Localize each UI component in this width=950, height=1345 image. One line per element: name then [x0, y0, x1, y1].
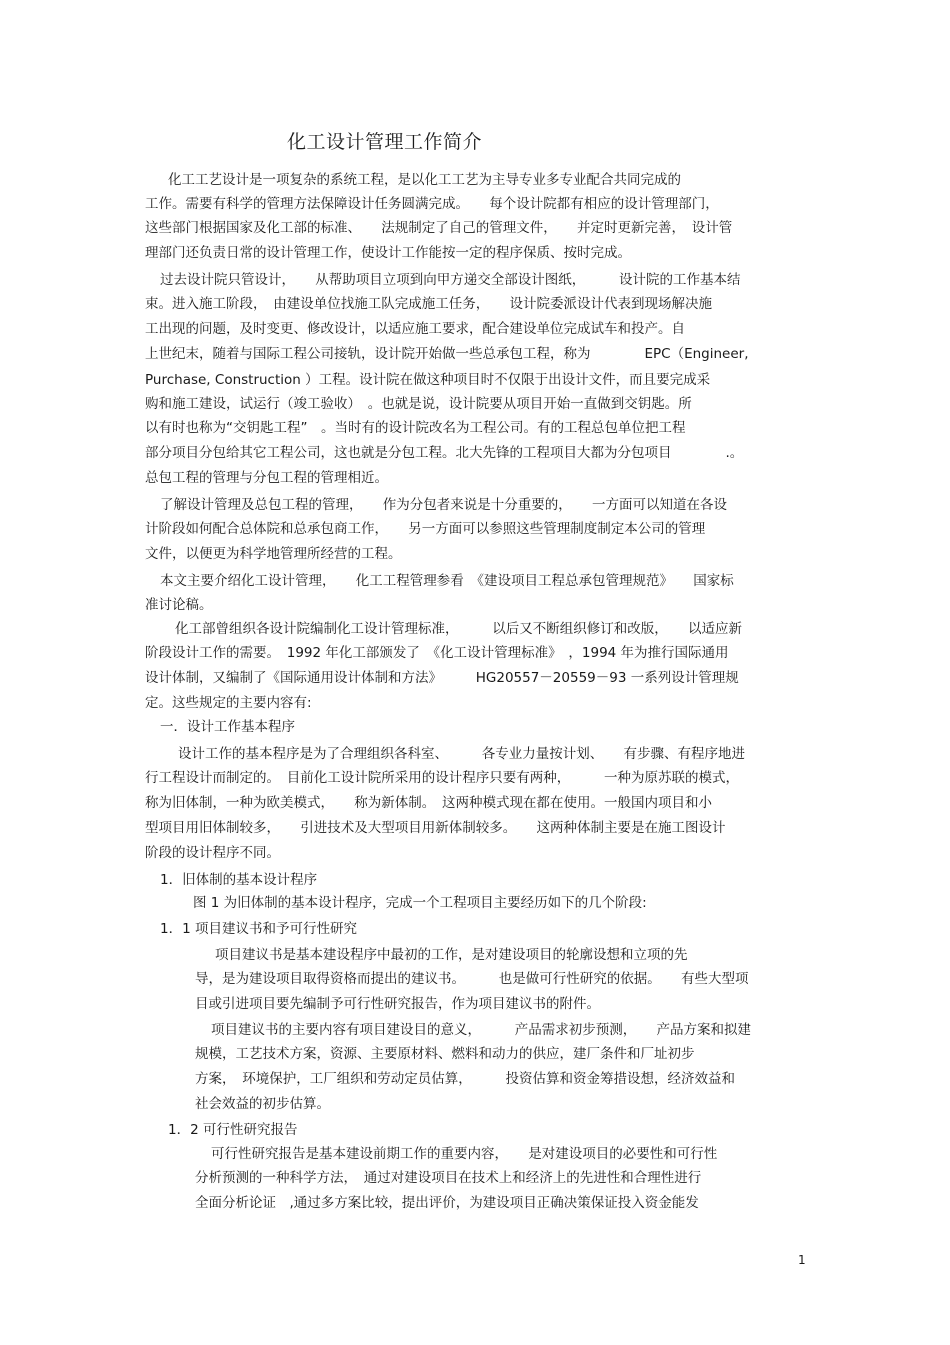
text-line: 方案， 环境保护，工厂组织和劳动定员估算， 投资估算和资金筹措设想，经济效益和	[195, 1071, 735, 1087]
text-line: 设计工作的基本程序是为了合理组织各科室、 各专业力量按计划、 有步骤、有程序地进	[178, 746, 745, 762]
page-number: 1	[798, 1253, 806, 1267]
text-line: 工作。需要有科学的管理方法保障设计任务圆满完成。 每个设计院都有相应的设计管理部门，	[145, 196, 719, 212]
text-line: 分析预测的一种科学方法， 通过对建设项目在技术上和经济上的先进性和合理性进行	[195, 1170, 702, 1186]
text-line: 计阶段如何配合总体院和总承包商工作， 另一方面可以参照这些管理制度制定本公司的管理	[145, 521, 706, 537]
text-line: 总包工程的管理与分包工程的管理相近。	[145, 470, 388, 486]
text-line: 以有时也称为“交钥匙工程” 。当时有的设计院改名为工程公司。有的工程总包单位把工程	[145, 420, 686, 436]
text-line: 束。进入施工阶段， 由建设单位找施工队完成施工任务， 设计院委派设计代表到现场解决施	[145, 296, 712, 312]
text-line: 工出现的问题，及时变更、修改设计，以适应施工要求，配合建设单位完成试车和投产。自	[145, 321, 685, 337]
text-line: 项目建议书的主要内容有项目建设目的意义， 产品需求初步预测， 产品方案和拟建	[211, 1022, 751, 1038]
text-line: 这些部门根据国家及化工部的标准、 法规制定了自己的管理文件， 并定时更新完善， 设计管	[145, 220, 733, 236]
text-line: 项目建议书是基本建设程序中最初的工作，是对建设项目的轮廓设想和立项的先	[215, 947, 688, 963]
text-line: 型项目用旧体制较多， 引进技术及大型项目用新体制较多。 这两种体制主要是在施工图设计	[145, 820, 726, 836]
text-line: 全面分析论证 ,通过多方案比较，提出评价，为建设项目正确决策保证投入资金能发	[195, 1195, 699, 1211]
text-line: 本文主要介绍化工设计管理， 化工工程管理参看 《建设项目工程总承包管理规范》 国家标	[160, 573, 734, 589]
text-line: 1．2 可行性研究报告	[168, 1122, 298, 1138]
text-line: 化工工艺设计是一项复杂的系统工程，是以化工工艺为主导专业多专业配合共同完成的	[168, 172, 681, 188]
text-line: 过去设计院只管设计， 从帮助项目立项到向甲方递交全部设计图纸， 设计院的工作基本结	[160, 272, 741, 288]
text-line: 购和施工建设，试运行（竣工验收） 。也就是说，设计院要从项目开始一直做到交钥匙。所	[145, 396, 692, 412]
text-line: 规模，工艺技术方案，资源、主要原材料、燃料和动力的供应，建厂条件和厂址初步	[195, 1046, 695, 1062]
text-line: 社会效益的初步估算。	[195, 1096, 330, 1112]
text-line: 部分项目分包给其它工程公司，这也就是分包工程。北大先锋的工程项目大都为分包项目 .。	[145, 445, 744, 461]
text-line: 行工程设计而制定的。 目前化工设计院所采用的设计程序只要有两种， 一种为原苏联的模式，	[145, 770, 739, 786]
text-line: 导，是为建设项目取得资格而提出的建议书。 也是做可行性研究的依据。 有些大型项	[195, 971, 749, 987]
text-line: 上世纪末，随着与国际工程公司接轨，设计院开始做一些总承包工程，称为 EPC（Engineer,	[145, 346, 749, 362]
text-line: 称为旧体制，一种为欧美模式， 称为新体制。 这两种模式现在都在使用。一般国内项目和小	[145, 795, 712, 811]
text-line: 设计体制，又编制了《国际通用设计体制和方法》 HG20557－20559－93 一系列设计管理规	[145, 670, 739, 686]
text-line: 准讨论稿。	[145, 597, 213, 613]
text-line: 化工部曾组织各设计院编制化工设计管理标准， 以后又不断组织修订和改版， 以适应新	[175, 621, 742, 637]
text-line: 图 1 为旧体制的基本设计程序，完成一个工程项目主要经历如下的几个阶段:	[193, 895, 647, 911]
text-line: 文件，以便更为科学地管理所经营的工程。	[145, 546, 402, 562]
text-line: 1．旧体制的基本设计程序	[160, 872, 318, 888]
text-line: 1．1 项目建议书和予可行性研究	[160, 921, 357, 937]
text-line: 可行性研究报告是基本建设前期工作的重要内容， 是对建设项目的必要性和可行性	[211, 1146, 718, 1162]
text-line: 阶段设计工作的需要。 1992 年化工部颁发了 《化工设计管理标准》 ，1994 年为推行国际通用	[145, 645, 729, 661]
text-line: 阶段的设计程序不同。	[145, 845, 280, 861]
text-line: 定。这些规定的主要内容有:	[145, 695, 312, 711]
text-line: Purchase, Construction ）工程。设计院在做这种项目时不仅限于出设计文件，而且要完成采	[145, 372, 711, 388]
text-line: 目或引进项目要先编制予可行性研究报告，作为项目建议书的附件。	[195, 996, 600, 1012]
text-line: 了解设计管理及总包工程的管理， 作为分包者来说是十分重要的， 一方面可以知道在各设	[160, 497, 727, 513]
document-title: 化工设计管理工作简介	[287, 131, 483, 153]
text-line: 理部门还负责日常的设计管理工作，使设计工作能按一定的程序保质、按时完成。	[145, 245, 631, 261]
text-line: 一．设计工作基本程序	[160, 719, 295, 735]
